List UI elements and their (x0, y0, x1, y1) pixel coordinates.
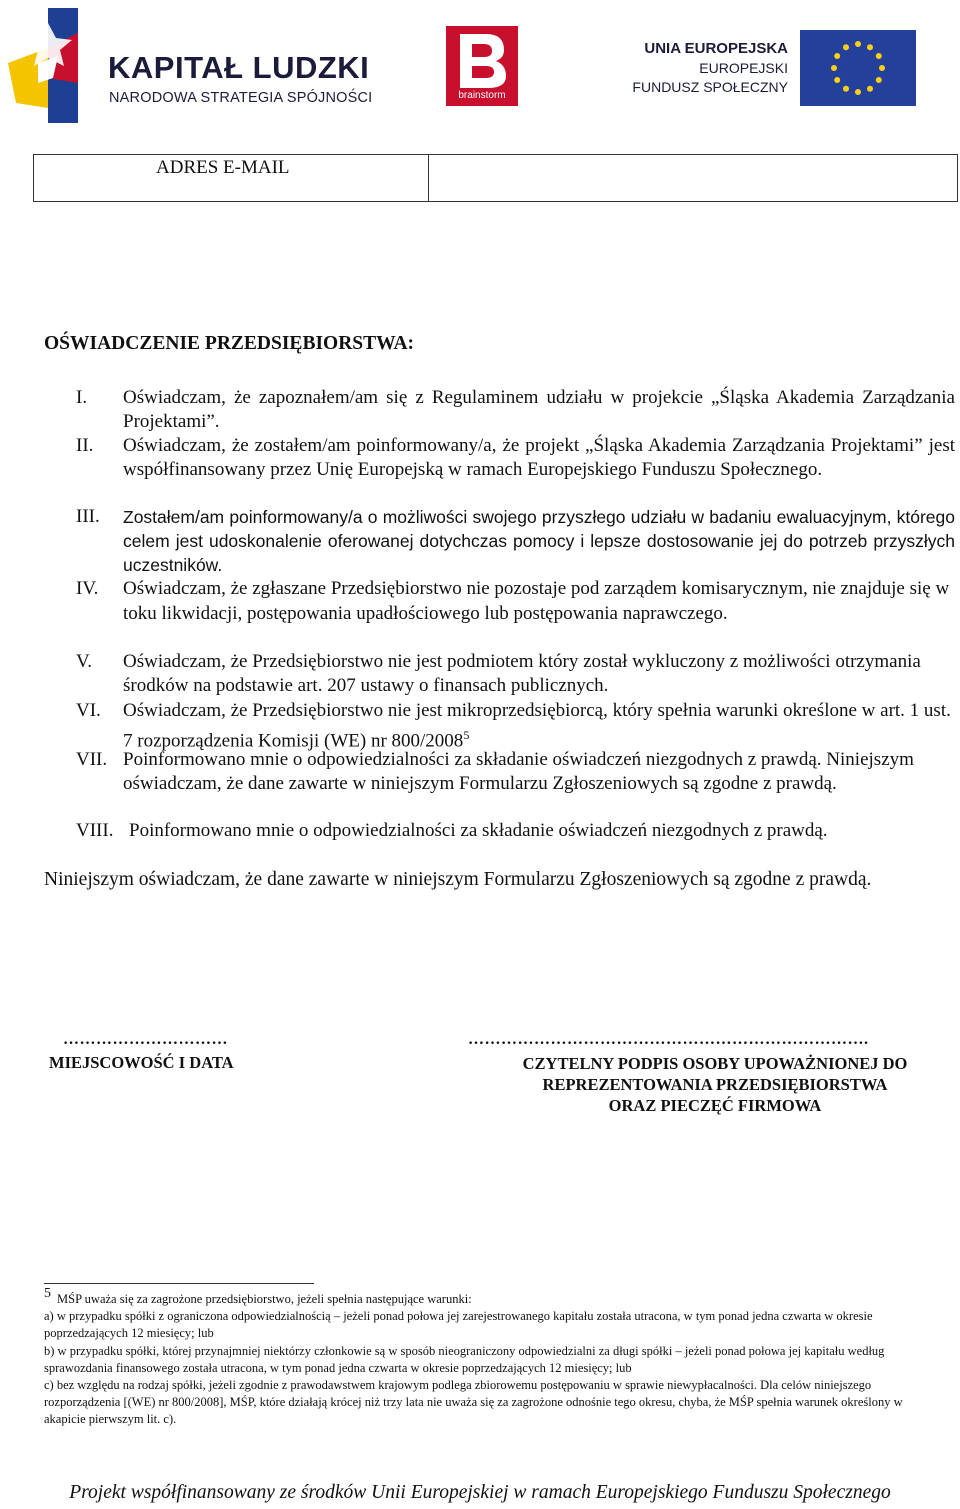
declaration-number: III. (76, 506, 100, 527)
eu-star-icon (855, 89, 861, 95)
declaration-item (44, 819, 955, 843)
place-date-label: MIEJSCOWOŚĆ I DATA (49, 1053, 234, 1072)
footnote-divider (44, 1283, 314, 1284)
footnote (44, 1286, 924, 1429)
declaration-text: Oświadczam, że zostałem/am poinformowany/a, że projekt „Śląska Akademia Zarządzania Projektami” jest współfinansowany przez Unię Europejską w ramach Europejskiego Funduszu Społecznego. (123, 435, 955, 480)
declaration-text: Oświadczam, że zapoznałem/am się z Regulaminem udziału w projekcie „Śląska Akademia Zarządzania Projektami”. (123, 387, 955, 432)
declaration-item (44, 577, 955, 626)
brainstorm-word (446, 90, 518, 101)
signature-dots-right: ………………………………………………………………. (468, 1031, 869, 1048)
declaration-item (44, 699, 955, 753)
declaration-number: VIII. (76, 820, 114, 841)
eu-star-icon (867, 44, 873, 50)
declaration-item (44, 386, 955, 434)
eu-star-icon (831, 65, 837, 71)
email-label: ADRES E-MAIL (34, 155, 429, 201)
eu-star-icon (879, 65, 885, 71)
eu-star-icon (834, 77, 840, 83)
eu-star-icon (855, 41, 861, 47)
declaration-item (44, 748, 955, 796)
eu-star-icon (843, 44, 849, 50)
eu-star-icon (876, 53, 882, 59)
footnote-ref: 5 (463, 728, 470, 742)
signature-label-line-1: CZYTELNY PODPIS OSOBY UPOWAŻNIONEJ DO (522, 1054, 908, 1073)
footnote-mark: 5 (44, 1286, 51, 1301)
footnote-c: c) bez względu na rodzaj spółki, jeżeli zgodnie z prawodawstwem krajowym podlega zbiorowemu postępowaniu w sprawie niewypłacalności. Dla celów niniejszego rozporządzenia [(WE) nr 800/2008], MŚP, które działają krócej niż trzy lata nie uważa się za zagrożone odnośnie tego okresu, chyba, że MŚP spełnia warunek określony w akapicie pierwszym lit. c). (44, 1378, 903, 1427)
final-statement: Niniejszym oświadczam, że dane zawarte w niniejszym Formularzu Zgłoszeniowych są zgodne z prawdą. (44, 869, 872, 890)
eu-line-3: FUNDUSZ SPOŁECZNY (632, 79, 788, 95)
declaration-number: II. (76, 435, 94, 456)
eu-star-icon (867, 86, 873, 92)
declaration-item (44, 650, 955, 698)
email-table (33, 154, 958, 202)
signature-label (480, 1053, 950, 1116)
footnote-a: a) w przypadku spółki z ograniczona odpowiedzialnością – jeżeli ponad połowa jej zarejestrowanego kapitału została utracona, w tym ponad jedna czwarta w okresie poprzedzających 12 miesięcy; lub (44, 1309, 873, 1341)
email-value-field[interactable] (429, 155, 957, 201)
signature-label-line-3: ORAZ PIECZĘĆ FIRMOWA (608, 1096, 822, 1115)
signature-dots-left: ………………………… (63, 1031, 228, 1048)
declaration-number: V. (76, 651, 93, 672)
section-title: OŚWIADCZENIE PRZEDSIĘBIORSTWA: (44, 333, 415, 354)
declaration-text (44, 699, 955, 753)
footnote-intro-text: MŚP uważa się za zagrożone przedsiębiorstwo, jeżeli spełnia następujące warunki: (57, 1292, 472, 1306)
kapital-ludzki-emblem-icon (8, 8, 104, 128)
eu-star-icon (876, 77, 882, 83)
kapital-ludzki-subtitle: NARODOWA STRATEGIA SPÓJNOŚCI (109, 90, 373, 106)
eu-line-2: EUROPEJSKI (699, 60, 788, 76)
kapital-ludzki-logo (8, 8, 378, 128)
declaration-item (44, 434, 955, 482)
declaration-text: Oświadczam, że Przedsiębiorstwo nie jest podmiotem który został wykluczony z możliwości otrzymania środków na podstawie art. 207 ustawy o finansach publicznych. (123, 651, 921, 696)
brainstorm-logo (446, 26, 518, 106)
eu-star-icon (834, 53, 840, 59)
kapital-ludzki-title: KAPITAŁ LUDZKI (108, 50, 370, 85)
eu-flag-icon (800, 30, 916, 106)
footnote-intro (44, 1286, 924, 1308)
eu-logo (620, 30, 920, 110)
signature-label-line-2: REPREZENTOWANIA PRZEDSIĘBIORSTWA (542, 1075, 888, 1094)
declaration-number: I. (76, 387, 88, 408)
declaration-text: Poinformowano mnie o odpowiedzialności za składanie oświadczeń niezgodnych z prawdą. Niniejszym oświadczam, że dane zawarte w niniejszym Formularzu Zgłoszeniowych są zgodne z prawdą. (123, 749, 914, 794)
declaration-number: VII. (76, 749, 108, 770)
brainstorm-text: brainstorm (458, 90, 506, 101)
declaration-item (44, 505, 955, 577)
declaration-text-main: Oświadczam, że Przedsiębiorstwo nie jest mikroprzedsiębiorcą, który spełnia warunki określone w art. 1 ust. 7 rozporządzenia Komisji (WE) nr 800/2008 (123, 700, 951, 752)
page-footer: Projekt współfinansowany ze środków Unii Europejskiej w ramach Europejskiego Funduszu Społecznego (69, 1482, 891, 1503)
declaration-number: IV. (76, 578, 99, 599)
declaration-text: Poinformowano mnie o odpowiedzialności za składanie oświadczeń niezgodnych z prawdą. (129, 820, 828, 841)
eu-line-1: UNIA EUROPEJSKA (644, 40, 788, 57)
declaration-text: Zostałem/am poinformowany/a o możliwości swojego przyszłego udziału w badaniu ewaluacyjnym, którego celem jest udoskonalenie oferowanej dotychczas pomocy i lepsze dostosowanie jej do potrzeb przyszłych uczestników. (123, 507, 955, 575)
declaration-number: VI. (76, 700, 101, 721)
declaration-text: Oświadczam, że zgłaszane Przedsiębiorstwo nie pozostaje pod zarządem komisarycznym, nie znajduje się w toku likwidacji, postępowania upadłościowego lub postępowania naprawczego. (123, 578, 950, 624)
footnote-b: b) w przypadku spółki, której przynajmniej niektórzy członkowie są w sposób nieograniczony odpowiedzialni za długi spółki – jeżeli ponad połowa jej kapitału według sprawozdania finansowego została utracona, w tym ponad jedna czwarta w okresie poprzedzających 12 miesięcy; lub (44, 1343, 885, 1375)
eu-star-icon (843, 86, 849, 92)
